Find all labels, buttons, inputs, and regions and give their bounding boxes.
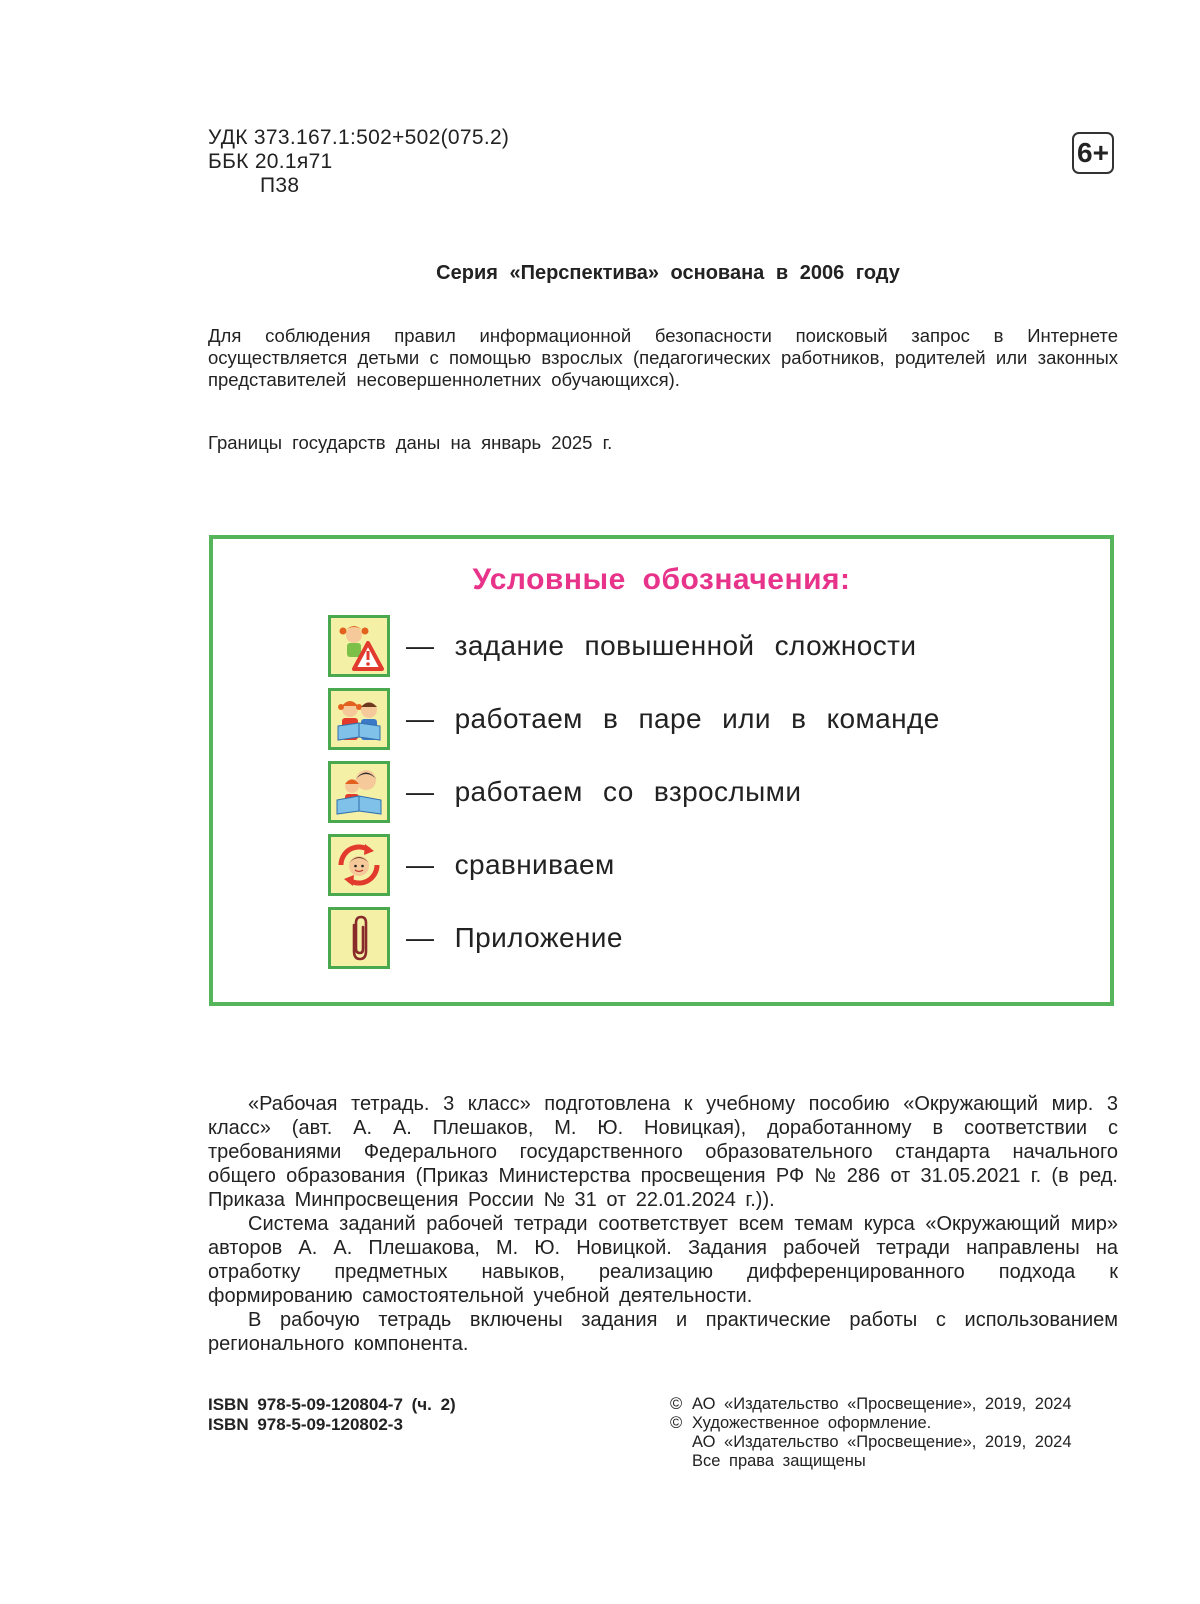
- author-mark: П38: [260, 174, 300, 197]
- description-text: [208, 1092, 1118, 1356]
- udk-block: [208, 126, 509, 198]
- adult-child-reading-icon: [328, 761, 390, 823]
- paperclip-icon: [328, 907, 390, 969]
- legend-item-label: — работаем со взрослыми: [406, 776, 802, 807]
- copyright-symbol: ©: [670, 1395, 683, 1413]
- isbn-block: [208, 1395, 456, 1435]
- age-rating-badge: 6+: [1072, 132, 1114, 174]
- series-title: Серия «Перспектива» основана в 2006 году: [436, 262, 900, 284]
- legend-item-label: — работаем в паре или в команде: [406, 703, 940, 734]
- udk-code: УДК 373.167.1:502+502(075.2): [208, 126, 510, 149]
- legend-item-difficult: [328, 613, 916, 679]
- legend-item-pair: [328, 686, 940, 752]
- safety-note: Для соблюдения правил информационной безопасности поисковый запрос в Интернете осуществляется детьми с помощью взрослых (педагогических работников, родителей или законных представителей несовершеннолетних обучающихся).: [208, 325, 1118, 390]
- bbk-code: ББК 20.1я71: [208, 150, 333, 173]
- legend-item-compare: [328, 832, 615, 898]
- legend-item-appendix: [328, 905, 623, 971]
- copyright-line: Все права защищены: [692, 1452, 866, 1470]
- girl-warning-icon: [328, 615, 390, 677]
- copyright-block: [670, 1395, 1072, 1471]
- pair-reading-icon: [328, 688, 390, 750]
- copyright-symbol: ©: [670, 1414, 683, 1432]
- copyright-line: АО «Издательство «Просвещение», 2019, 2024: [692, 1433, 1072, 1451]
- description-paragraph: В рабочую тетрадь включены задания и практические работы с использованием регионального компонента.: [208, 1309, 1118, 1355]
- legend-item-adults: [328, 759, 801, 825]
- borders-note: Границы государств даны на январь 2025 г.: [208, 432, 613, 453]
- legend-item-label: — Приложение: [406, 922, 623, 953]
- copyright-line: АО «Издательство «Просвещение», 2019, 2024: [692, 1395, 1072, 1413]
- compare-face-arrows-icon: [328, 834, 390, 896]
- description-paragraph: Система заданий рабочей тетради соответствует всем темам курса «Окружающий мир» авторов А. А. Плешакова, М. Ю. Новицкой. Задания рабочей тетради направлены на отработку предметных навыков, реализацию дифференцированного подхода к формированию самостоятельной учебной деятельности.: [208, 1213, 1118, 1307]
- isbn-set: ISBN 978-5-09-120802-3: [208, 1415, 403, 1434]
- legend-item-label: — задание повышенной сложности: [406, 630, 917, 661]
- isbn-part: ISBN 978-5-09-120804-7 (ч. 2): [208, 1395, 456, 1414]
- legend-item-label: — сравниваем: [406, 849, 615, 880]
- description-paragraph: «Рабочая тетрадь. 3 класс» подготовлена к учебному пособию «Окружающий мир. 3 класс» (авт. А. А. Плешаков, М. Ю. Новицкая), доработанному в соответствии с требованиями Федерального государственного образовательного стандарта начального общего образования (Приказ Министерства просвещения РФ № 286 от 31.05.2021 г. (в ред. Приказа Минпросвещения России № 31 от 22.01.2024 г.)).: [208, 1093, 1118, 1211]
- legend-title: Условные обозначения:: [472, 563, 851, 596]
- copyright-line: Художественное оформление.: [692, 1414, 932, 1432]
